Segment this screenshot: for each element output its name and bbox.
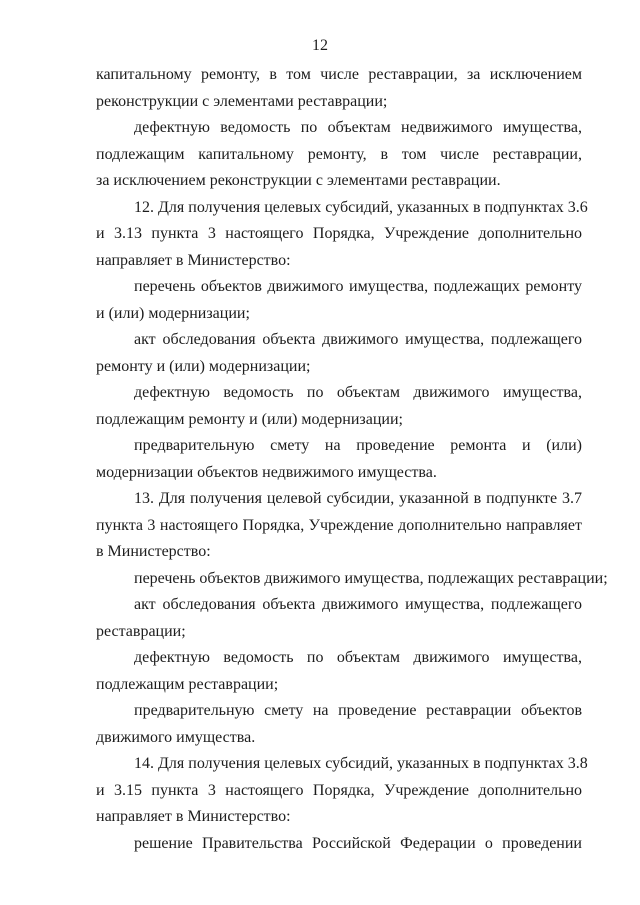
- paragraph: [96, 486, 582, 566]
- text-line: 14. Для получения целевых субсидий, указанных в подпунктах 3.8: [134, 755, 588, 772]
- paragraph: [96, 327, 582, 380]
- paragraph: [96, 62, 582, 115]
- text-line: в Министерство:: [96, 543, 211, 560]
- text-line: подлежащим капитальному ремонту, в том числе реставрации,: [96, 145, 582, 163]
- text-line: реставрации;: [96, 622, 186, 640]
- paragraph: [96, 274, 582, 327]
- paragraph: [96, 195, 588, 275]
- document-body: [96, 62, 608, 857]
- text-line: и 3.13 пункта 3 настоящего Порядка, Учреждение дополнительно: [96, 225, 582, 242]
- text-line: 12. Для получения целевых субсидий, указанных в подпунктах 3.6: [134, 198, 588, 216]
- text-line: модернизации объектов недвижимого имущества.: [96, 463, 437, 481]
- paragraph: [96, 645, 582, 698]
- text-line: дефектную ведомость по объектам недвижимого имущества,: [134, 119, 582, 136]
- text-line: подлежащим реставрации;: [96, 675, 279, 693]
- paragraph: [96, 566, 608, 593]
- text-line: 13. Для получения целевой субсидии, указанной в подпункте 3.7: [134, 490, 582, 507]
- text-line: ремонту и (или) модернизации;: [96, 357, 311, 375]
- text-line: и (или) модернизации;: [96, 304, 250, 322]
- text-line: за исключением реконструкции с элементами реставрации.: [96, 172, 501, 189]
- text-line: акт обследования объекта движимого имущества, подлежащего: [134, 596, 582, 613]
- text-line: перечень объектов движимого имущества, подлежащих реставрации;: [134, 569, 608, 587]
- text-line: дефектную ведомость по объектам движимого имущества,: [134, 384, 582, 401]
- text-line: движимого имущества.: [96, 728, 256, 746]
- text-line: перечень объектов движимого имущества, подлежащих ремонту: [134, 278, 582, 295]
- page-number: 12: [312, 37, 328, 54]
- text-line: решение Правительства Российской Федерации о проведении: [134, 834, 582, 852]
- paragraph: [96, 115, 582, 195]
- text-line: акт обследования объекта движимого имущества, подлежащего: [134, 331, 582, 348]
- paragraph: [96, 380, 582, 433]
- text-line: предварительную смету на проведение ремонта и (или): [134, 437, 582, 454]
- text-line: подлежащим ремонту и (или) модернизации;: [96, 410, 403, 428]
- text-line: направляет в Министерство:: [96, 808, 291, 825]
- text-line: дефектную ведомость по объектам движимого имущества,: [134, 649, 582, 666]
- paragraph: [96, 751, 588, 831]
- text-line: реконструкции с элементами реставрации;: [96, 92, 388, 110]
- paragraph: [96, 698, 582, 751]
- paragraph: [96, 592, 582, 645]
- text-line: предварительную смету на проведение реставрации объектов: [134, 702, 582, 719]
- text-line: и 3.15 пункта 3 настоящего Порядка, Учреждение дополнительно: [96, 781, 582, 799]
- text-line: пункта 3 настоящего Порядка, Учреждение дополнительно направляет: [96, 516, 582, 534]
- paragraph: [96, 433, 582, 486]
- paragraph: [96, 831, 582, 858]
- text-line: капитальному ремонту, в том числе реставрации, за исключением: [96, 66, 582, 83]
- text-line: направляет в Министерство:: [96, 251, 291, 269]
